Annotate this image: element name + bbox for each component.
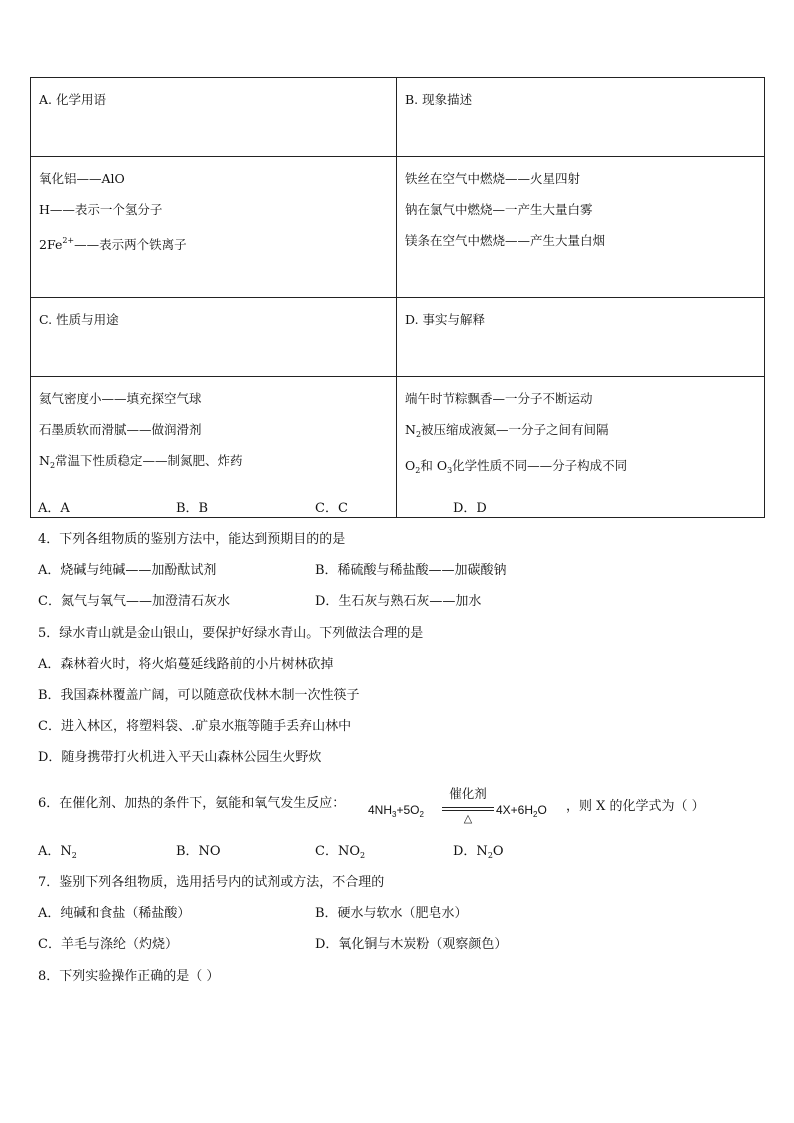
q7-option-d[interactable]: D．氧化铜与木炭粉（观察颜色）	[315, 937, 508, 952]
equation-lhs	[368, 803, 424, 819]
equals-bar-bottom	[442, 810, 494, 811]
cell-b-body	[397, 157, 765, 298]
q3-option-d[interactable]: D．D	[453, 501, 487, 516]
lhs-a-sub: 3	[392, 810, 397, 819]
q3-option-c[interactable]: C．C	[315, 501, 348, 516]
heat-symbol: △	[463, 813, 473, 825]
q6-a-sub: 2	[71, 851, 77, 860]
a-line-3-pre: 2Fe	[39, 237, 63, 252]
cell-a-head	[31, 78, 397, 157]
cell-a-body	[31, 157, 397, 298]
q5-option-c[interactable]: C．进入林区，将塑料袋、.矿泉水瓶等随手丢弃山林中	[38, 719, 352, 734]
q3-option-b[interactable]: B．B	[176, 501, 209, 516]
q6-d-pre: D．N	[453, 844, 488, 859]
q6-c-pre: C．NO	[315, 844, 360, 859]
a-head-text: A. 化学用语	[39, 92, 106, 107]
cell-c-body	[31, 377, 397, 518]
q7-option-b[interactable]: B．硬水与软水（肥皂水）	[315, 906, 468, 921]
d-line-2-post: 被压缩成液氮—一分子之间有间隔	[421, 422, 609, 437]
d-line-3-a: O	[405, 458, 416, 473]
q6-d-sub: 2	[487, 851, 493, 860]
d-line-2-sub: 2	[415, 430, 422, 439]
lhs-b-sub: 2	[419, 810, 424, 819]
q5-stem: 5．绿水青山就是金山银山，要保护好绿水青山。下列做法合理的是	[38, 626, 424, 641]
c-head-text: C. 性质与用途	[39, 312, 119, 327]
b-head-text: B. 现象描述	[405, 92, 473, 107]
q4-stem: 4．下列各组物质的鉴别方法中，能达到预期目的的是	[38, 532, 346, 547]
c-line-1: 氦气密度小——填充探空气球	[39, 391, 202, 406]
q4-option-a[interactable]: A．烧碱与纯碱——加酚酞试剂	[38, 563, 217, 578]
a-line-2: H——表示一个氢分子	[39, 202, 163, 217]
equation-rhs	[496, 803, 547, 819]
c-line-2: 石墨质软而滑腻——做润滑剂	[39, 422, 202, 437]
d-line-3-a-sub: 2	[415, 466, 421, 475]
d-line-3	[405, 450, 756, 486]
c-line-3-sub: 2	[49, 461, 56, 470]
d-line-3-b: 和 O	[420, 458, 448, 473]
q5-option-a[interactable]: A．森林着火时，将火焰蔓延线路前的小片树林砍掉	[38, 657, 334, 672]
b-line-1: 铁丝在空气中燃烧——火星四射	[405, 171, 581, 186]
q3-option-a[interactable]: A．A	[38, 501, 70, 516]
rhs-b: O	[537, 803, 547, 817]
rhs-a: 4X+6H	[496, 803, 534, 817]
a-line-3	[39, 225, 388, 260]
q7-option-a[interactable]: A．纯碱和食盐（稀盐酸）	[38, 906, 191, 921]
q6-option-d[interactable]	[453, 843, 504, 865]
q6-stem: 6．在催化剂、加热的条件下，氨能和氧气发生反应：	[38, 796, 346, 811]
a-line-1: 氧化铝——AlO	[39, 171, 125, 186]
b-line-2: 钠在氯气中燃烧—一产生大量白雾	[405, 202, 593, 217]
q4-option-c[interactable]: C．氮气与氧气——加澄清石灰水	[38, 594, 230, 609]
q6-option-b[interactable]: B．NO	[176, 844, 221, 859]
cell-d-body	[397, 377, 765, 518]
q8-stem: 8．下列实验操作正确的是（ ）	[38, 969, 220, 984]
q6-a-pre: A．N	[38, 844, 72, 859]
c-line-3	[39, 445, 388, 481]
rhs-a-sub: 2	[533, 810, 538, 819]
cell-c-head	[31, 298, 397, 377]
q4-option-b[interactable]: B．稀硫酸与稀盐酸——加碳酸钠	[315, 563, 507, 578]
catalyst-label: 催化剂	[449, 787, 487, 801]
lhs-a: 4NH	[368, 803, 393, 817]
q7-option-c[interactable]: C．羊毛与涤纶（灼烧）	[38, 937, 178, 952]
d-line-3-c: 化学性质不同——分子构成不同	[452, 458, 628, 473]
d-head-text: D. 事实与解释	[405, 312, 486, 327]
q6-tail: ，则 X 的化学式为（ ）	[566, 799, 705, 814]
cell-d-head	[397, 298, 765, 377]
c-line-3-post: 常温下性质稳定——制氮肥、炸药	[55, 453, 243, 468]
q6-c-sub: 2	[359, 851, 366, 860]
q5-option-d[interactable]: D．随身携带打火机进入平天山森林公园生火野炊	[38, 750, 322, 765]
a-line-3-sup: 2+	[62, 236, 75, 245]
lhs-b: +5O	[396, 803, 420, 817]
d-line-1: 端午时节粽飘香—一分子不断运动	[405, 391, 593, 406]
equals-bar-top	[442, 807, 494, 808]
q6-option-a[interactable]	[38, 843, 77, 865]
cell-b-head	[397, 78, 765, 157]
c-line-3-pre: N	[39, 453, 50, 468]
d-line-2	[405, 414, 756, 450]
q5-option-b[interactable]: B．我国森林覆盖广阔，可以随意砍伐林木制一次性筷子	[38, 688, 360, 703]
comparison-table	[30, 77, 765, 518]
q7-stem: 7．鉴别下列各组物质，选用括号内的试剂或方法，不合理的	[38, 875, 385, 890]
d-line-2-pre: N	[405, 422, 416, 437]
q4-option-d[interactable]: D．生石灰与熟石灰——加水	[315, 594, 482, 609]
d-line-3-b-sub: 3	[447, 466, 453, 475]
q6-option-c[interactable]	[315, 843, 365, 865]
b-line-3: 镁条在空气中燃烧——产生大量白烟	[405, 233, 606, 248]
q6-d-post: O	[492, 844, 504, 859]
a-line-3-post: ——表示两个铁离子	[74, 237, 187, 252]
